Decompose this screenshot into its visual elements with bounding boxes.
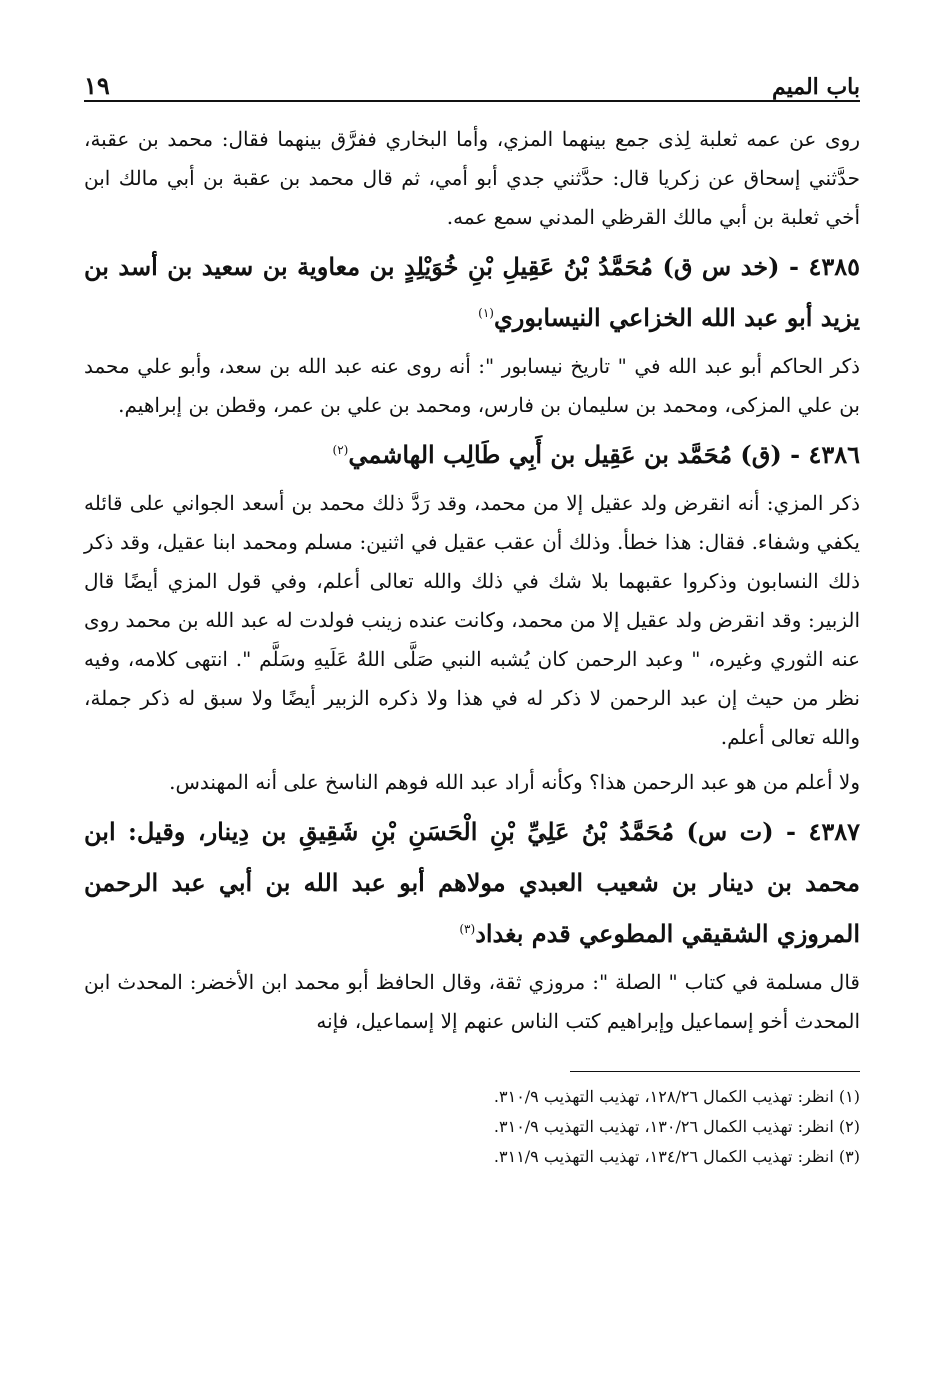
entry-body-4386-cont: [84, 763, 860, 802]
entry-body-4385: [84, 347, 860, 425]
footnote-1: (١) انظر: تهذيب الكمال ١٢٨/٢٦، تهذيب التهذيب ٣١٠/٩.: [493, 1087, 860, 1106]
paragraph-continuation: [84, 120, 860, 237]
entry-heading-text: ٤٣٨٧ - (ت س) مُحَمَّدُ بْنُ عَلِيِّ بْنِ الْحَسَنِ بْنِ شَقِيقِ بن دِينار، وقيل: ابن محمد بن دينار بن شعيب العبدي مولاهم أبو عبد الله بن أبي عبد الرحمن المروزي الشقيقي المطوعي قدم بغداد: [84, 817, 860, 948]
page-body: [84, 120, 860, 1041]
footnote-marker: (٢): [332, 443, 349, 457]
footnotes: [84, 1082, 860, 1172]
entry-heading-text: ٤٣٨٥ - (خد س ق) مُحَمَّدُ بْنُ عَقِيلِ بْنِ خُوَيْلِدٍ بن معاوية بن سعيد بن أسد بن يزيد أبو عبد الله الخزاعي النيسابوري: [84, 252, 860, 332]
entry-heading-text: ٤٣٨٦ - (ق) مُحَمَّد بن عَقِيل بن أَبِي طَالِب الهاشمي: [348, 440, 860, 469]
page-number: ١٩: [84, 71, 110, 100]
entry-heading-4385: [84, 241, 860, 343]
paragraph-text: ولا أعلم من هو عبد الرحمن هذا؟ وكأنه أراد عبد الله فوهم الناسخ على أنه المهندس.: [169, 770, 860, 794]
paragraph-text: روى عن عمه ثعلبة لِذى جمع بينهما المزي، وأما البخاري ففرَّق بينهما فقال: محمد بن عقبة، حدَّثني إسحاق عن زكريا قال: حدَّثني جدي أبو أمي، ثم قال محمد بن عقبة بن أبي مالك ابن أخي ثعلبة بن أبي مالك القرظي المدني سمع عمه.: [84, 127, 860, 229]
entry-heading-4387: [84, 806, 860, 959]
paragraph-text: قال مسلمة في كتاب " الصلة ": مروزي ثقة، وقال الحافظ أبو محمد ابن الأخضر: المحدث ابن المحدث أخو إسماعيل وإبراهيم كتب الناس عنهم إلا إسماعيل، فإنه: [84, 970, 860, 1033]
entry-heading-4386: [84, 429, 860, 480]
footnote-divider: [570, 1071, 860, 1072]
paragraph-text: ذكر المزي: أنه انقرض ولد عقيل إلا من محمد، وقد رَدَّ ذلك محمد بن أسعد الجواني على قائله يكفي وشفاء. فقال: هذا خطأ. وذلك أن عقب عقيل في اثنين: مسلم ومحمد ابنا عقيل، وقد ذكر ذلك النسابون وذكروا عقبهما بلا شك في ذلك والله تعالى أعلم، وفي قول المزي أيضًا قال الزبير: وقد انقرض ولد عقيل إلا من محمد، وكانت عنده زينب فولدت له عبد الله بن محمد روى عنه الثوري وغيره، " وعبد الرحمن كان يُشبه النبي صَلَّى اللهُ عَلَيهِ وسَلَّم ". انتهى كلامه، وفيه نظر من حيث إن عبد الرحمن لا ذكر له في هذا ولا ذكره الزبير أيضًا ولا سبق له ذكر جملة، والله تعالى أعلم.: [84, 491, 860, 749]
page-header: [84, 58, 860, 102]
footnote-marker: (٣): [459, 922, 476, 936]
footnote-marker: (١): [478, 306, 494, 320]
footnote-3: (٣) انظر: تهذيب الكمال ١٣٤/٢٦، تهذيب التهذيب ٣١١/٩.: [493, 1147, 860, 1166]
entry-body-4386: [84, 484, 860, 757]
book-page: [84, 58, 860, 1172]
chapter-title: باب الميم: [771, 74, 860, 100]
entry-body-4387: [84, 963, 860, 1041]
footnote-2: (٢) انظر: تهذيب الكمال ١٣٠/٢٦، تهذيب التهذيب ٣١٠/٩.: [493, 1117, 860, 1136]
paragraph-text: ذكر الحاكم أبو عبد الله في " تاريخ نيسابور ": أنه روى عنه عبد الله بن سعد، وأبو علي محمد بن علي المزكى، ومحمد بن سليمان بن فارس، ومحمد بن علي بن عمر، وقطن بن إبراهيم.: [84, 354, 860, 417]
